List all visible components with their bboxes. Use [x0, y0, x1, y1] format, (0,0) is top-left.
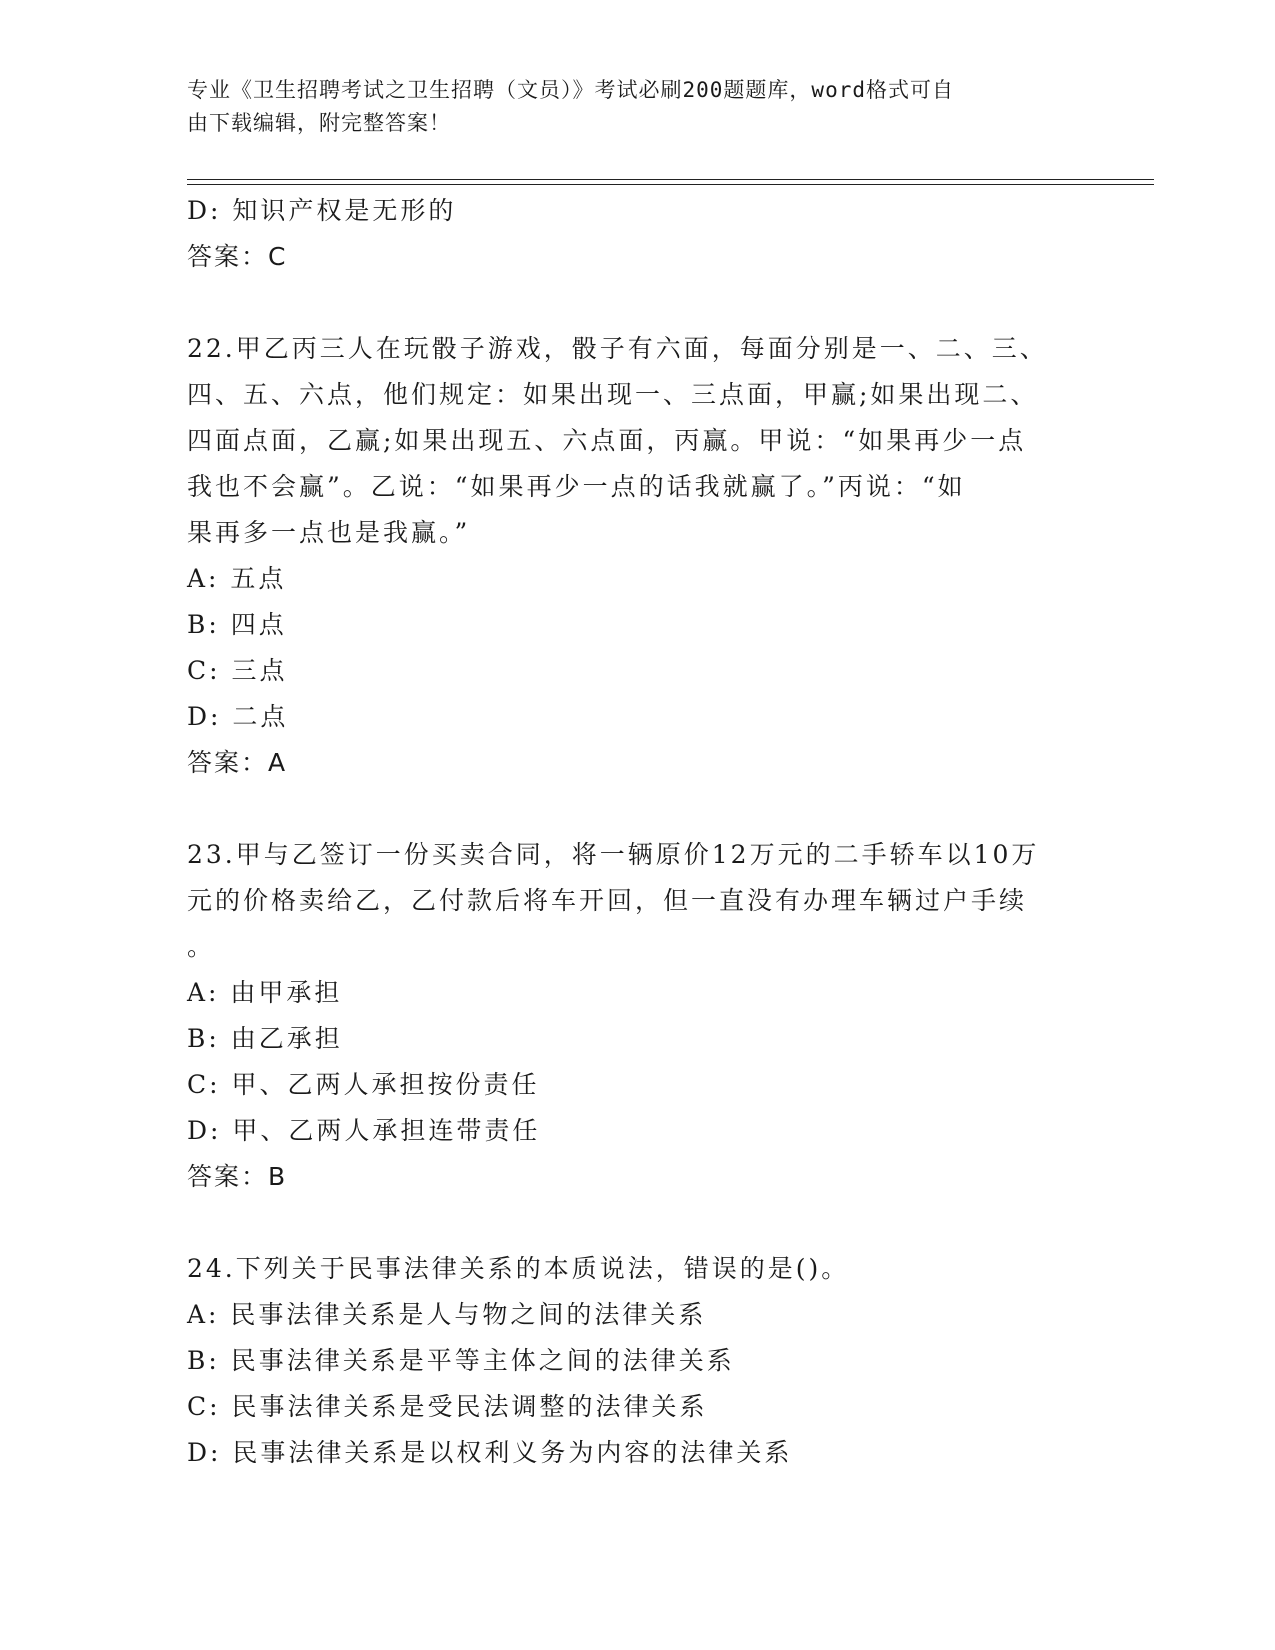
option-b: B: 四点 [187, 610, 287, 639]
question-text-line: 。 [187, 932, 216, 961]
option-a: A: 由甲承担 [187, 978, 343, 1007]
question-text-line: 元的价格卖给乙，乙付款后将车开回，但一直没有办理车辆过户手续 [187, 886, 1028, 915]
question-text-line: 果再多一点也是我赢。” [187, 518, 471, 547]
question-content [187, 188, 1087, 1476]
option-c: C: 民事法律关系是受民法调整的法律关系 [187, 1392, 708, 1421]
header-rule-top [187, 179, 1154, 180]
question-text-line: 四面点面，乙赢;如果出现五、六点面，丙赢。甲说：“如果再少一点 [187, 426, 1027, 455]
question-text-line: 我也不会赢”。乙说：“如果再少一点的话我就赢了。”丙说：“如 [187, 472, 966, 501]
question-text-line: 23.甲与乙签订一份买卖合同，将一辆原价12万元的二手轿车以10万 [187, 840, 1040, 869]
question-22 [187, 326, 1087, 786]
question-24 [187, 1246, 1087, 1476]
option-b: B: 民事法律关系是平等主体之间的法律关系 [187, 1346, 735, 1375]
answer-line: 答案：A [187, 748, 288, 777]
question-23 [187, 832, 1087, 1200]
question-text-line: 22.甲乙丙三人在玩骰子游戏，骰子有六面，每面分别是一、二、三、 [187, 334, 1048, 363]
option-b: B: 由乙承担 [187, 1024, 343, 1053]
option-d: D: 民事法律关系是以权利义务为内容的法律关系 [187, 1438, 793, 1467]
page-header: 专业《卫生招聘考试之卫生招聘（文员）》考试必刷200题题库，word格式可自 由下载编辑，附完整答案！ [187, 78, 954, 135]
header-rule-bottom [187, 184, 1154, 185]
option-a: A: 民事法律关系是人与物之间的法律关系 [187, 1300, 707, 1329]
option-c: C: 甲、乙两人承担按份责任 [187, 1070, 540, 1099]
question-text-line: 24.下列关于民事法律关系的本质说法，错误的是()。 [187, 1254, 850, 1283]
question-text-line: 四、五、六点，他们规定：如果出现一、三点面，甲赢;如果出现二、 [187, 380, 1039, 409]
option-d: D: 甲、乙两人承担连带责任 [187, 1116, 541, 1145]
option-d: D: 二点 [187, 702, 289, 731]
option-a: A: 五点 [187, 564, 287, 593]
answer-line: 答案：C [187, 242, 288, 271]
answer-line: 答案：B [187, 1162, 288, 1191]
option-c: C: 三点 [187, 656, 288, 685]
option-d: D: 知识产权是无形的 [187, 196, 457, 225]
